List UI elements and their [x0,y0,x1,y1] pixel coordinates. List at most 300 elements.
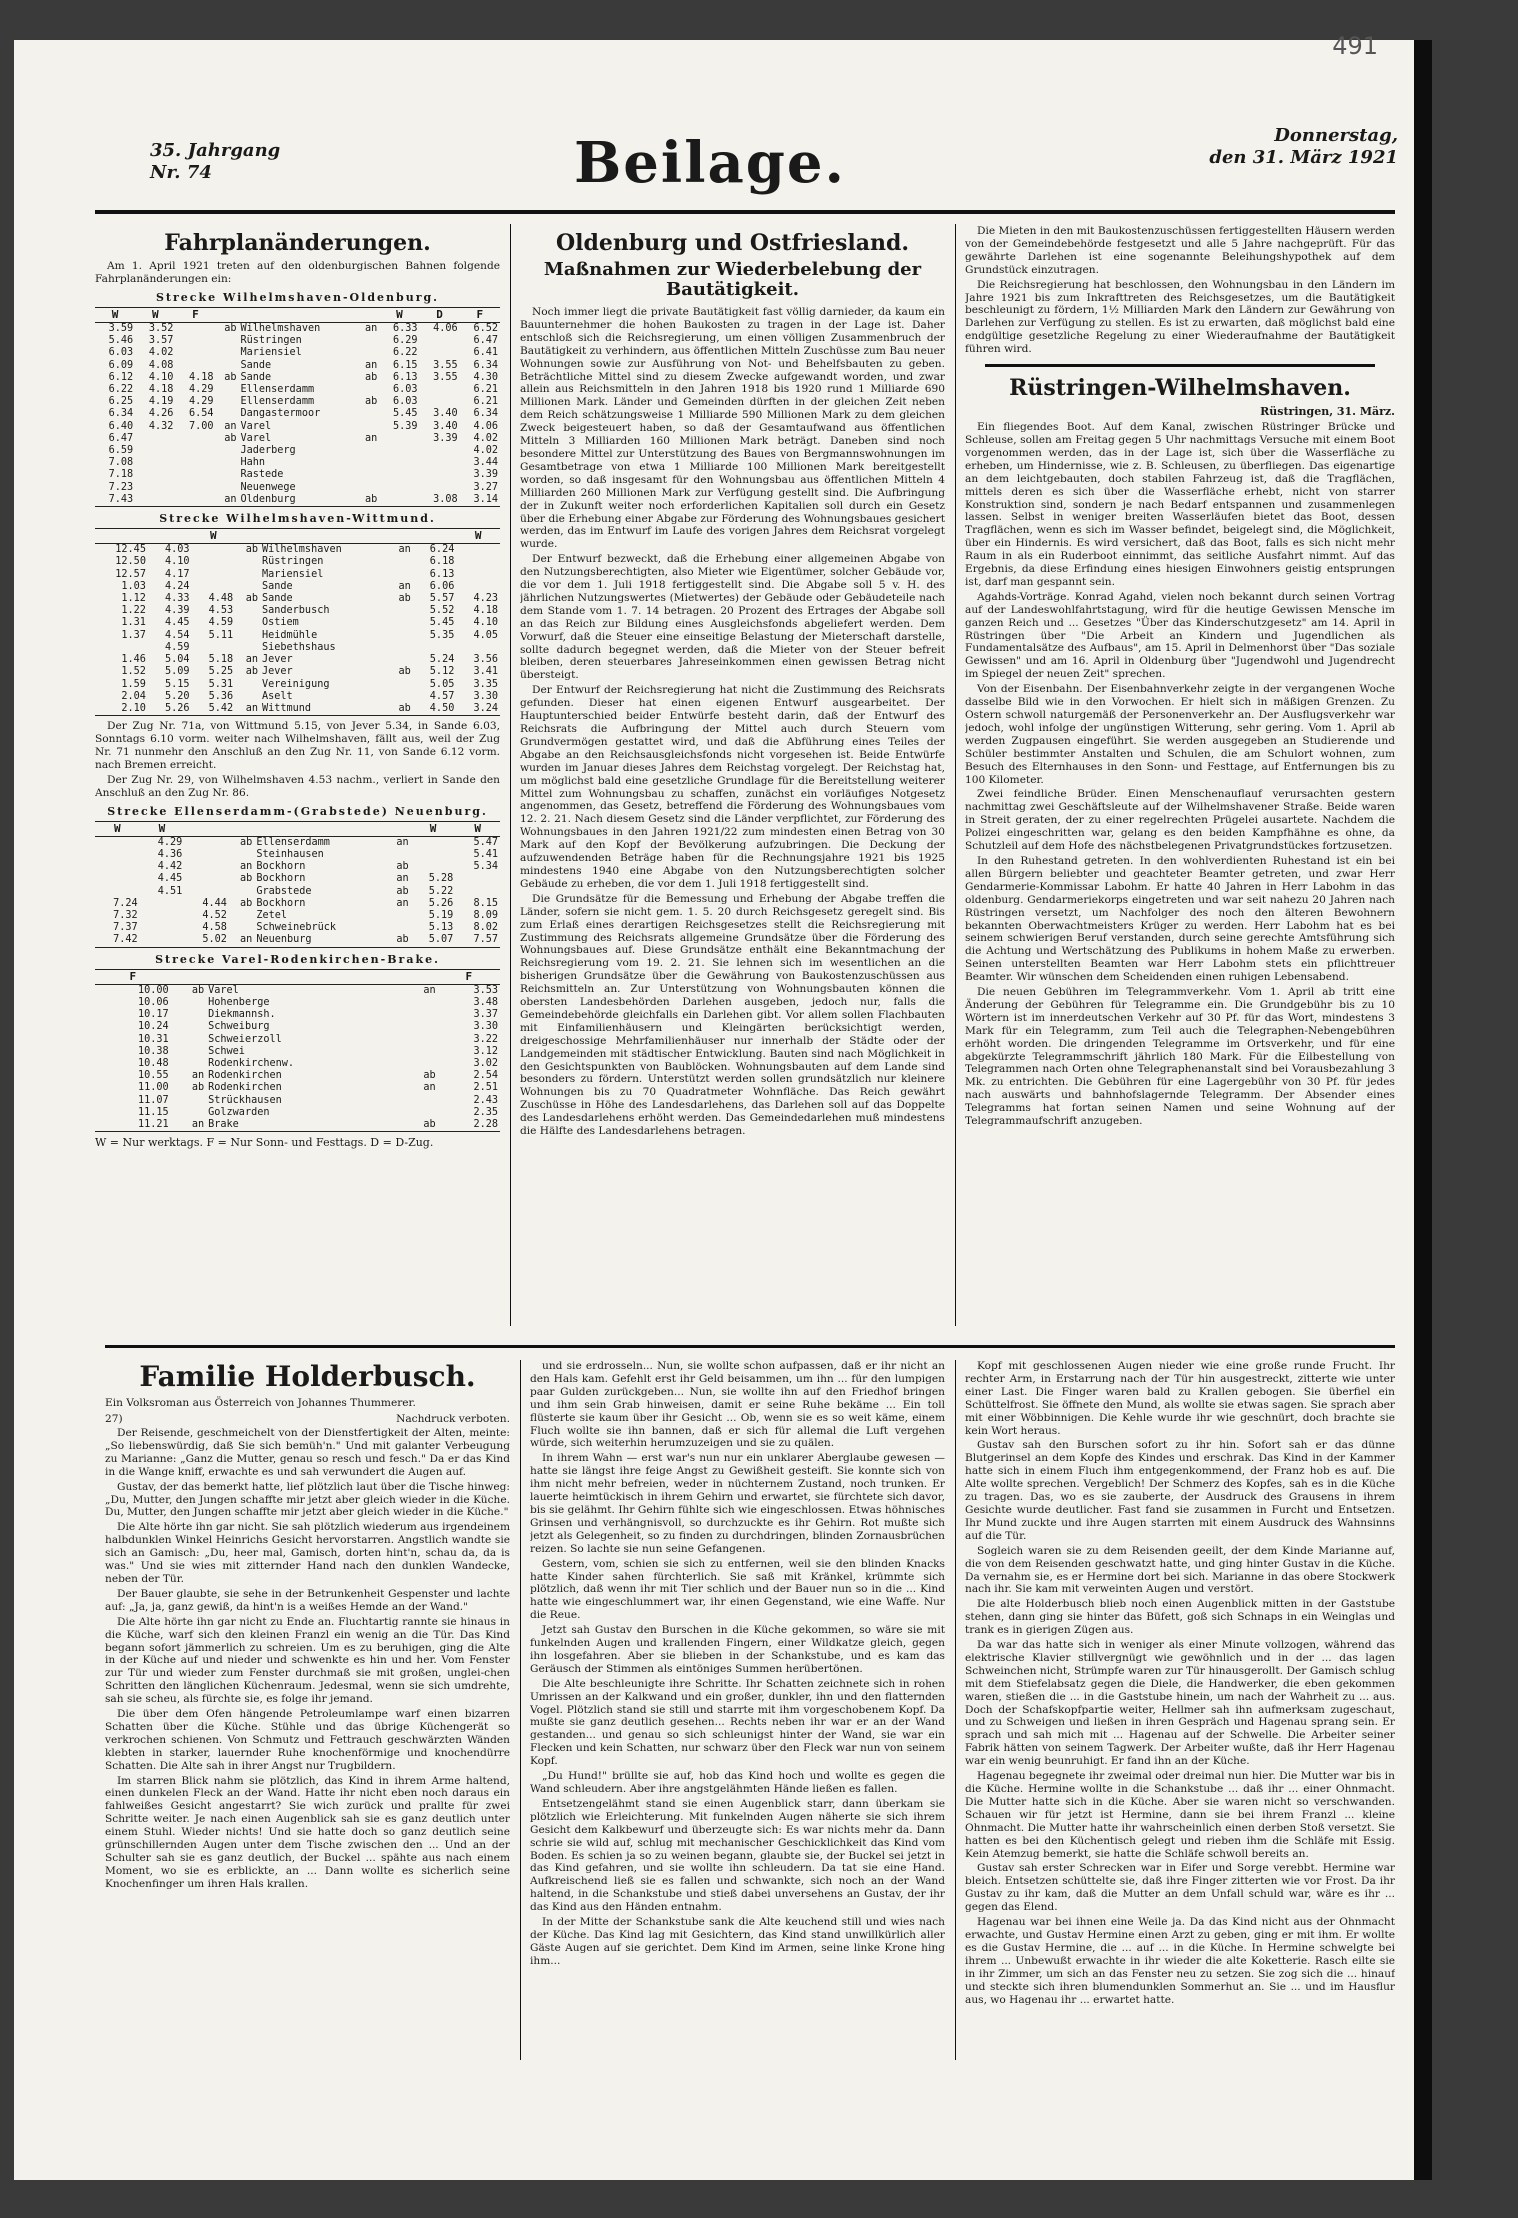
paragraph: „Du Hund!" brüllte sie auf, hob das Kind hoch und wollte es gegen die Wand schleudern. Aber ihre angstgelähmten Hände ließen es fallen. [530,1770,945,1795]
timetable-cell: 5.45 [429,617,455,629]
timetable-cell [456,581,500,593]
ruestringen-heading: Rüstringen-Wilhelmshaven. [1009,375,1351,402]
timetable-cell: an [240,934,253,946]
timetable-cell [184,886,229,898]
timetable-header-cell [148,529,192,544]
timetable-cell: Rodenkirchenw. [208,1058,295,1069]
oldenburg-article [520,306,945,1138]
timetable-cell: Rodenkirchen [208,1070,282,1082]
timetable-cell: 4.29 [189,384,214,396]
timetable-cell: Wilhelmshaven [262,544,342,556]
paragraph: Die Alte beschleunigte ihre Schritte. Ihr Schatten zeichnete sich in rohen Umrissen an der Kalkwand und ein großer, dunkler, ihn und den flatternden Vogel. Plötzlich stand sie still und starrte mit ihm vorgeschobenem Kopf. Da mußte sie ganz deutlich gesehen... Rechts neben ihr war er an der Wand gestanden... und genau so sich schleunigst hinter der Wand, sie war ein Flecken und kein Schatten, nur schwarz über den Fleck war nun von seinem Kopf. [530,1677,945,1768]
timetable-row [95,997,500,1009]
timetable-cell [420,396,460,408]
timetable-cell [95,861,140,873]
paragraph: Im starren Blick nahm sie plötzlich, das Kind in ihrem Arme haltend, einen dunkelen Fleck an der Wand. Hatte ihr nicht eben noch daraus ein fahlweißes Gesicht angestarrt? Sie wich zurück und prallte für zwei Schritte weiter. Je nach einen Augenblick sah sie es ganz deutlich unter einem Stuhl. Wieder nichts! Und sie hatte doch so ganz deutlich seine grünschillernden Augen unter dem Tische zwischen den ... Und an der Schulter sah sie es ganz deutlich, der Buckel ... spähte aus nach einem Moment, wo sie es erblickte, an ... Dann wollte es sicherlich seine Knochenfinger um ihren Hals krallen. [105,1774,510,1890]
timetable-cell [135,482,175,494]
timetable-cell: 1.46 [121,654,146,666]
timetable-cell: Rüstringen [262,556,324,568]
timetable-cell: Sande [262,593,293,605]
ruestringen-news [965,421,1395,1128]
timetable-cell: Aselt [262,690,293,702]
timetable-cell: ab [365,371,378,383]
column-divider [510,224,511,1326]
timetable-cell [171,1107,207,1119]
timetable-cell: Bockhorn [256,873,306,885]
timetable-cell: Sande [240,359,272,371]
timetable-cell: Heidmühle [262,629,318,641]
timetable-cell: 3.27 [473,481,498,493]
timetable-cell [235,556,260,568]
timetable-cell: Wittmund [262,702,312,714]
timetable-cell: 1.59 [121,678,146,690]
timetable-row [95,1082,500,1094]
timetable-cell: Hohenberge [208,996,270,1008]
timetable-cell: 5.39 [392,420,418,432]
timetable-cell: 4.33 [165,593,190,605]
timetable-cell [95,642,148,654]
timetable-cell [420,457,460,469]
timetable-cell: Schweinebrück [256,922,337,934]
timetable-cell: ab [365,493,378,505]
paragraph: Gustav sah erster Schrecken war in Eifer und Sorge verebbt. Hermine war bleich. Entsetzen schüttelte sie, daß ihre Finger zitterten wie vor Frost. Da ihr Gustav zu ihr kam, daß die Mutter an dem Unfall schuld war, wäre es ihr ... gegen das Elend. [965,1862,1395,1914]
timetable-cell: Neuenburg [256,934,312,946]
timetable-cell: 6.34 [473,359,498,371]
timetable-header-cell: W [140,822,185,837]
timetable-cell: 4.17 [165,568,190,580]
timetable-cell [175,335,215,347]
timetable-cell: 5.13 [428,922,454,934]
timetable-row [95,910,500,922]
timetable-row [95,679,500,691]
timetable-cell [379,482,419,494]
timetable-cell [95,849,140,861]
timetable-cell: 6.21 [473,384,498,396]
timetable-cell: Wilhelmshaven [240,323,321,335]
timetable-cell: 4.59 [208,617,234,629]
timetable-row [95,1021,500,1033]
timetable-cell: 5.34 [473,861,498,873]
timetable-cell [235,605,260,617]
timetable-cell: 11.21 [137,1119,169,1131]
timetable-cell [175,457,215,469]
timetable-cell: 5.15 [165,678,190,690]
timetable-cell: 3.40 [433,420,458,432]
timetable-row [95,630,500,642]
timetable-sections [95,291,500,1132]
timetable-cell: 6.13 [392,371,418,383]
timetable-header-cell: W [95,822,140,837]
timetable-cell: 5.45 [392,408,418,420]
paragraph: Der Reisende, geschmeichelt von der Dienstfertigkeit der Alten, meinte: „So liebenswürdig, daß Sie sich bemüh'n." Und mit galanter Verbeugung zu Marianne: „Ganz die Mutter, genau so resch und fesch." Da er das Kind in die Wange kniff, erwachte es und sah verwundert die Augen auf. [105,1427,510,1478]
rights-note: Nachdruck verboten. [396,1413,510,1425]
timetable-cell [388,630,413,642]
timetable-header-cell [388,529,413,544]
timetable-cell: 4.10 [148,371,174,383]
timetable-cell: 5.24 [429,654,455,666]
timetable-cell [175,482,215,494]
timetable-cell: 3.55 [433,359,458,371]
timetable-cell [420,469,460,481]
timetable-cell: 5.02 [202,934,227,946]
timetable-cell [456,569,500,581]
paragraph: In der Mitte der Schankstube sank die Alte keuchend still und wies nach der Küche. Das Kind lag mit Gesichtern, das Kind stand unwillkürlich aller Gäste Augen auf sie gerichtet. Dem Kind im Armen, seine linke Krone hing ihm... [530,1916,945,1967]
timetable-cell: 7.43 [108,493,134,505]
timetable-cell [95,836,140,849]
timetable-cell: 4.44 [202,897,227,909]
timetable-cell: 4.29 [189,396,214,408]
timetable-cell: 4.06 [433,323,458,335]
timetable-cell [455,873,500,885]
timetable-cell: 1.52 [121,666,146,678]
timetable-cell: 5.35 [429,629,455,641]
timetable-cell: 3.56 [473,654,498,666]
timetable-cell: ab [398,593,411,605]
timetable-header-cell [229,822,254,837]
timetable-cell [235,679,260,691]
timetable-cell: 6.18 [429,556,455,568]
timetable-cell: 7.42 [113,934,138,946]
timetable-cell: 3.14 [473,493,498,505]
oldenburg-subheading: Maßnahmen zur Wiederbelebung der Bautätigkeit. [543,259,922,300]
timetable-cell: 8.15 [473,897,498,909]
timetable-cell: 5.57 [429,593,455,605]
timetable-cell: 6.09 [108,359,134,371]
timetable-cell: 4.18 [189,371,214,383]
timetable-cell: 4.29 [157,836,183,848]
timetable-cell: 4.52 [202,909,227,921]
timetable-cell [402,1046,438,1058]
timetable-cell: 6.40 [108,420,134,432]
timetable-cell: 7.08 [108,457,134,469]
timetable-row [95,360,500,372]
timetable-cell: Schwei [208,1045,245,1057]
timetable-cell: 7.37 [113,922,138,934]
timetable-cell: 6.34 [108,408,134,420]
timetable-cell: 11.07 [137,1094,169,1106]
timetable-cell [235,581,260,593]
timetable-cell: Diekmannsh. [208,1009,276,1021]
timetable-cell: 4.05 [473,629,498,641]
timetable-cell: Bockhorn [256,897,306,909]
timetable-cell [216,347,239,359]
timetable-cell [216,408,239,420]
timetable-cell: 10.55 [137,1070,169,1082]
timetable-cell: 4.39 [165,605,190,617]
timetable-cell [356,408,379,420]
timetable-cell [402,1095,438,1107]
timetable-cell [171,1034,207,1046]
timetable-header-cell: F [95,970,171,985]
timetable-cell: Ellenserdamm [240,396,315,408]
timetable-cell [379,445,419,457]
timetable-cell: 1.31 [121,617,146,629]
timetable-cell: 4.24 [165,580,190,592]
timetable-cell [216,482,239,494]
timetable-cell: 6.03 [392,384,418,396]
timetable-cell [95,886,140,898]
timetable-cell: an [398,544,411,556]
timetable-cell: 7.32 [113,909,138,921]
timetable-cell: 3.55 [433,371,458,383]
header-rule [95,210,1395,214]
timetable-cell: an [191,1070,205,1082]
timetable-header-cell [235,529,260,544]
timetable-cell [216,445,239,457]
timetable-legend: W = Nur werktags. F = Nur Sonn- und Festtags. D = D-Zug. [95,1136,434,1150]
timetable-cell: ab [224,371,237,383]
timetable-cell: 3.30 [473,1021,498,1033]
timetable-cell [402,1058,438,1070]
paragraph: Jetzt sah Gustav den Burschen in die Küche gekommen, so wäre sie mit funkelnden Augen und krallenden Fingern, einer Wildkatze gleich, gegen ihn losgefahren. Aber sie blieben in der Schankstube, und es kam das Geräusch der Stimmen als eintöniges Summen herübertönen. [530,1624,945,1675]
timetable-cell: Rüstringen [240,335,302,347]
timetable-cell [140,934,185,946]
timetable-row [95,934,500,946]
timetable-cell [379,494,419,506]
timetable-cell: ab [365,396,378,408]
timetable-cell: Dangastermoor [240,408,321,420]
timetable-cell: 11.15 [137,1106,169,1118]
timetable-cell: an [191,1119,205,1131]
paragraph: Agahds-Vorträge. Konrad Agahd, vielen noch bekannt durch seinen Vortrag auf der Landeswohlfahrtstagung, wird für die heutige Gewissen Mensche im ganzen Reich und ... Gesetzes "Über das Kinderschutzgesetz" am 14. April in Rüstringen über "Die Arbeit an Kindern und Jugendlichen als Fundamentalsätze des Aufbaus", am 15. April in Delmenhorst über "Das soziale Gewissen" und am 16. April in Oldenburg über "Jugendwohl und Jugendrecht im Spiegel der neuen Zeit" sprechen. [965,590,1395,681]
timetable-cell: Brake [208,1119,239,1131]
timetable-cell: 5.52 [429,605,455,617]
timetable-cell: 1.37 [121,629,146,641]
paragraph: In den Ruhestand getreten. In den wohlverdienten Ruhestand ist ein bei allen Bürgern beliebter und geachteter Beamter getreten, und zwar Herr Gendarmerie-Kommissar Labohm. Er hatte 40 Jahren in Herr Labohm in das oldenburg. Gendarmeriekorps eingetreten und war seit nahezu 20 Jahren nach Rüstringen versetzt, um Nachfolger des noch den älteren Bewohnern bekannten Oberwachtmeisters Krüger zu werden. Herr Labohm hat es bei seinem schwierigen Beruf verstanden, durch seine gerechte Amtsführung sich die Achtung und Wertschätzung des Publikums in hohem Maße zu erwerben. Seinen unterstellten Beamten war Herr Labohm stets ein pflichttreuer Beamter. Wir wünschen dem Scheidenden einen ruhigen Lebensabend. [965,854,1395,984]
timetable-header-cell [171,970,207,985]
paragraph: Hagenau war bei ihnen eine Weile ja. Da das Kind nicht aus der Ohnmacht erwachte, und Gustav Hermine einen Arzt zu geben, ging er mit ihm. Er wollte es die Gustav Hermine, die ... auf ... in die Küche. In Hermine schwelgte bei ihrem ... Unbewußt erwachte in ihr wieder die alte Koketterie. Rasch eilte sie in ihr Zimmer, um sich an das Fenster neu zu setzen. Sie zog sich die ... hinauf und steckte sich ihren blumendunklen Sommerhut an. Sie ... und im Hausflur aus, wo Hagenau ihr ... erwartet hatte. [965,1916,1395,2006]
paragraph: Der Entwurf der Reichsregierung hat nicht die Zustimmung des Reichsrats gefunden. Dieser hat einen eigenen Entwurf ausgearbeitet. Der Hauptunterschied beider Entwürfe besteht darin, daß der Entwurf des Reichsrats die Aufbringung der Mittel auch durch Steuern vom Grundvermögen gestattet wird, und daß die Abführung eines Teiles der Abgabe an den Reichsausgleichsfonds nicht vorgesehen ist. Beide Entwürfe wurden im Januar dieses Jahres dem Reichstag vorgelegt. Der Reichstag hat, um möglichst bald eine gesetzliche Grundlage für die Bereitstellung weiterer Mittel zum Wohnungsbau zu schaffen, zunächst ein vorläufiges Notgesetz angenommen, das Gesetz, betreffend die Förderung des Wohnungsbaues vom 12. 2. 21. Nach diesem Gesetz sind die Länder verpflichtet, zur Förderung des Wohnungsbaues in den Jahren 1921/22 zum mindesten einen Betrag von 30 Mark auf den Kopf der Bevölkerung aufzubringen. Die Deckung der aufzuwendenden Beträge haben für die Rechnungsjahre 1921 bis 1925 mindestens 1940 eine Abgabe von den Nutzungsberechtigten solcher Gebäude zu erheben, die vor dem 1. Juli 1918 fertiggestellt sind. [520,684,945,890]
timetable-cell [402,1107,438,1119]
timetable-section-title: Strecke Ellenserdamm-(Grabstede) Neuenburg. [107,804,488,818]
timetable-table-wrap [95,969,500,1133]
timetable-cell [356,335,379,347]
timetable-cell: 3.24 [473,702,498,714]
timetable-row [95,898,500,910]
timetable-cell: an [365,359,378,371]
timetable-cell: Siebethshaus [262,641,336,653]
timetable-cell [385,910,410,922]
timetable-cell: 3.39 [473,469,498,481]
timetable-table-wrap [95,821,500,948]
timetable-cell: an [396,836,409,848]
timetable-cell: ab [396,885,409,897]
timetable-cell: 4.58 [202,922,227,934]
timetable-cell: 6.47 [108,432,134,444]
timetable-cell [135,494,175,506]
timetable-cell: Rodenkirchen [208,1082,282,1094]
paragraph: Die Alte hörte ihn gar nicht. Sie sah plötzlich wiederum aus irgendeinem halbdunklen Winkel Heinrichs Gesicht hervorstarren. Angstlich wandte sie sich an Gamisch: „Du, heer mal, Gamisch, dorten hint'n, schau da, da is was." Und sie wies mit zitternder Hand nach den dunklen Wandecke, neben der Tür. [105,1521,510,1585]
paragraph: Da war das hatte sich in weniger als einer Minute vollzogen, während das elektrische Klavier stillvergnügt wie gewöhnlich und in der ... das lagen Schweinchen nicht, Strümpfe waren zur Tür hinausgerollt. Der Gamisch schlug mit dem Stiefelabsatz gegen die Diele, die Handwerker, die eben gekommen waren, stießen die ... in die Gaststube hinein, um nach der Wahrheit zu ... aus. Doch der Schafskopfpartie weiter, Hellmer sah ihn aufmerksam zugeschaut, und zu Schweigen und ließen in ihren Gespräch und Hagenau sprang sein. Er sprach und sah mich mit ... Hagenau auf der Schwelle. Die Arbeiter seiner Fabrik hätten von seinem Tagwerk. Der Arbeiter wußte, daß ihr Herr Hagenau war ein wenig beunruhigt. Er fand ihn an der Küche. [965,1639,1395,1768]
timetable-cell: 5.09 [165,666,190,678]
timetable-cell [216,360,239,372]
timetable-cell: 8.02 [473,922,498,934]
timetable-row [95,372,500,384]
timetable-cell [356,469,379,481]
novel-text [965,1360,1395,2006]
timetable-cell [388,642,413,654]
timetable-cell: 8.09 [473,909,498,921]
timetable-cell [456,642,500,654]
timetable-cell [388,617,413,629]
paragraph: Gustav, der das bemerkt hatte, lief plötzlich laut über die Tische hinweg: „Du, Mutter, den Jungen schaffte mir jetzt aber gleich wieder in die Küche. Du, Mutter, den Jungen schaffte mir jetzt aber gleich wieder in die Küche." [105,1480,510,1519]
timetable-cell: 5.11 [208,629,234,641]
timetable-cell: 10.06 [137,996,169,1008]
timetable-cell [192,642,236,654]
timetable-row [95,617,500,629]
timetable-header-row [95,529,500,544]
timetable-cell: 1.12 [121,593,146,605]
timetable-cell [356,445,379,457]
timetable-row [95,1095,500,1107]
timetable-cell: 1.03 [121,580,146,592]
timetable-row [95,494,500,506]
timetable-cell: 6.41 [473,347,498,359]
timetable-cell: 3.48 [473,996,498,1008]
timetable-header-cell: W [379,308,419,323]
timetable-cell [402,1009,438,1021]
timetable-cell: Schweierzoll [208,1033,282,1045]
paragraph: Die Reichsregierung hat beschlossen, den Wohnungsbau in den Ländern im Jahre 1921 bis zum Inkrafttreten des Reichsgesetzes, um die Bautätigkeit beschleunigt zu fördern, 1½ Milliarden Mark den Ländern zur Gewährung von Darlehen zur Verfügung zu stellen. Es ist zu erwarten, daß möglichst bald eine endgültige gesetzliche Regelung zu einer Wiederaufnahme der Bautätigkeit führen wird. [965,278,1395,356]
timetable-cell: 5.04 [165,654,190,666]
timetable-row [95,1046,500,1058]
timetable-cell [216,384,239,396]
timetable-cell: 6.34 [473,408,498,420]
chapter-number: 27) [105,1413,123,1425]
timetable-header-cell [238,308,356,323]
paragraph: Gustav sah den Burschen sofort zu ihr hin. Sofort sah er das dünne Blutgerinsel an dem Kopfe des Kindes und erschrak. Das Kind in der Kammer hatte sich in einem Fluch ihm entgegenkommend, der Franz hob es auf. Die Alte wollte sprechen. Vergeblich! Der Schmerz des Kopfes, sah es in die Küche zu tragen. Das, wo es sie zauberte, der Ausdruck des Grausens in ihrem Gesichte wurde deutlicher. Fast fand sie zusammen in Furcht und Entsetzen. Ihr Mund zuckte und ihre Augen starrten mit einem Ausdruck des Wahnsinns auf die Tür. [965,1439,1395,1542]
timetable-header-cell [216,308,239,323]
timetable-cell [95,873,140,885]
timetable-cell: 4.19 [148,396,174,408]
timetable-cell [175,433,215,445]
feuilleton-rule [105,1345,1395,1348]
timetable-cell [388,679,413,691]
timetable-cell: ab [224,323,237,335]
timetable-cell: ab [240,873,253,885]
paragraph: In ihrem Wahn — erst war's nun nur ein unklarer Aberglaube gewesen — hatte sie längst ihre feige Angst zu Gewißheit gesteift. Sie konnte sich von ihm nicht mehr befreien, weder in nüchternem Zustand, noch trunken. Er lauerte heimtückisch in ihrem Gehirn und erwartet, sie fürchtete sich davor, bis sie gelähmt. Ihr Gehirn fühlte sich wie eingeschlossen. Etwas höhnisches Grinsen und verhängnisvoll, so durchzuckte es ihr Gehirn. Rot mußte sich jetzt als Gelegenheit, so zu finden zu durchdringen, blinden Zornausbrüchen reizen. So lachte sie nun seine Gefangenen. [530,1452,945,1555]
timetable-cell [175,347,215,359]
timetable-cell: 6.22 [392,347,418,359]
timetable-cell: 6.33 [392,323,418,335]
paragraph: Ein fliegendes Boot. Auf dem Kanal, zwischen Rüstringer Brücke und Schleuse, sollen am Freitag gegen 5 Uhr nachmittags Versuche mit einem Boot vorgenommen werden, das in der Lage ist, sich über die Wasserfläche zu erheben, um Hindernisse, wie z. B. Schleusen, zu überfliegen. Das eigenartige an dem leichtgebauten, doch stabilen Fahrzeug ist, daß die Tragflächen, mittels deren es sich über die Wasserfläche erhebt, nicht von starrer Konstruktion sind, sondern je nach Bedarf entspannen und zusammenlegen lassen. Selbst in weniger breiten Wasserläufen bietet das Boot, dessen Tragflächen, wenn es sich im Wasser befindet, beigelegt sind, die Möglichkeit, über ein Hindernis. Es wird versichert, daß das Boot, falls es sich nicht mehr Raum in als ein Ruderboot einnimmt, das seitliche Ausfahrt nimmt. Auf das Ergebnis, da diese Erfindung eines hiesigen Einwohners geistig entsprungen ist, darf man gespannt sein. [965,421,1395,588]
timetable-cell: 12.50 [115,556,146,568]
timetable-cell: 4.10 [473,617,498,629]
timetable-header-cell [413,529,457,544]
timetable-cell: 12.57 [115,568,146,580]
timetable-row [95,569,500,581]
issue-date [1209,125,1398,169]
timetable-cell [388,654,413,666]
timetable-section-title: Strecke Wilhelmshaven-Wittmund. [159,512,436,526]
timetable-cell: Sande [240,371,272,383]
timetable-cell: 6.59 [108,445,134,457]
timetable-cell [171,1046,207,1058]
housing-article-continued [965,225,1395,356]
timetable-header-cell: W [455,822,500,837]
timetable-cell: 2.51 [473,1082,498,1094]
timetable-cell [411,849,456,861]
timetable-cell [411,861,456,873]
timetable-cell: 5.07 [428,934,454,946]
timetable-cell: 5.26 [428,897,454,909]
paragraph: Hagenau begegnete ihr zweimal oder dreimal nun hier. Die Mutter war bis in die Küche. Hermine wollte in die Schankstube ... daß ihr ... einer Ohnmacht. Die Mutter hatte sich in die Küche. Aber sie waren nicht so verschwanden. Schauen wir für jetzt ist Hermine, dann sie bei ihrem Franzl ... kleine Ohnmacht. Die Mutter hatte ihr wahrscheinlich einen derben Stoß versetzt. Sie hatten es bei den Küchentisch gelegt und rieben ihm die Schläfe mit Essig. Kein Atemzug bemerkt, sie hatte die Schläfe schwoll bereits an. [965,1770,1395,1860]
page-title: Beilage. [573,130,847,196]
timetable-cell: 5.28 [428,873,454,885]
timetable-cell: Jever [262,666,293,678]
timetable-cell [175,469,215,481]
timetable-cell [235,569,260,581]
timetable-cell: 6.21 [473,396,498,408]
timetable-cell: 3.08 [433,493,458,505]
timetable-cell [184,849,229,861]
timetable-cell: Zetel [256,909,287,921]
timetable-row [95,861,500,873]
timetable-cell: Varel [240,432,272,444]
timetable-cell [229,910,254,922]
novel-text [530,1360,945,1968]
paragraph: Die Grundsätze für die Bemessung und Erhebung der Abgabe treffen die Länder, sofern sie nicht gem. 1. 5. 20 durch Reichsgesetz geregelt sind. Bis zum Erlaß eines derartigen Reichsgesetzes stellt die Reichsregierung mit Zustimmung des Reichsrats allgemeine Grundsätze über die Förderung des Wohnungsbaues auf. Diese Grundsätze enthält eine Bekanntmachung der Reichsregierung vom 19. 2. 21. Sie lehnen sich im wesentlichen an die bisherigen Grundsätze über die Gewährung von Baukostenzuschüssen aus Reichsmitteln an. Zur Unterstützung von Wohnungsbauten können die obersten Landesbehörden Darlehen ausgeben, jedoch nur, falls die Gemeindebehörde gleichfalls ein Darlehen gibt. Vor allem sollen Flachbauten mit Einfamilienhäusern und Kleingärten berücksichtigt werden, dreigeschossige Mehrfamilienhäuser nur innerhalb der Städte oder der Landgemeinden mit städtischer Entwicklung. Bauten sind nach Möglichkeit in den Gesichtspunkten von Baublöcken. Wohnungsbauten auf dem Lande sind besonders zu fördern. Unterstützt werden sollen grundsätzlich nur kleinere Wohnungen bis zu 70 Quadratmeter Wohnfläche. Das Reich gewährt Zuschüsse in Höhe des Landesdarlehens, das Darlehen soll auf das Doppelte des Landesdarlehens erhöht werden. Das Gemeindedarlehen muß mindestens die Hälfte des Landesdarlehens betragen. [520,892,945,1138]
paragraph: Die alte Holderbusch blieb noch einen Augenblick mitten in der Gaststube stehen, dann ging sie hinter das Büfett, goß sich Schnaps in ein Weinglas und trank es in gierigen Zügen aus. [965,1598,1395,1637]
timetable-cell [235,691,260,703]
timetable-cell: ab [240,836,253,848]
timetable-cell: an [396,897,409,909]
timetable-cell [455,886,500,898]
paragraph: Die Mieten in den mit Baukostenzuschüssen fertiggestellten Häusern werden von der Gemeindebehörde festgesetzt und alle 5 Jahre nachgeprüft. Für das gewährte Darlehen ist eine sogenannte Beleihungshypothek auf dem Grundstück einzutragen. [965,225,1395,276]
timetable-header-cell: D [420,308,460,323]
timetable-cell [229,849,254,861]
timetable-cell: ab [245,593,258,605]
timetable-row [95,1119,500,1131]
timetable-cell [171,1058,207,1070]
page-edge-shadow [1414,40,1432,2180]
timetable-cell [175,323,215,336]
paragraph: Noch immer liegt die private Bautätigkeit fast völlig darnieder, da kaum ein Bauunternehmer die hohen Baukosten zu tragen in der Lage ist. Daher entschloß sich die Reichsregierung, um einen völligen Zusammenbruch der Bautätigkeit zu verhindern, aus öffentlichen Mitteln Zuschüsse zum Bau neuer Wohnungen sowie zur Ausführung von Not- und Behelfsbauten zu geben. Beträchtliche Mittel sind zu diesem Zwecke aufgewandt worden, und zwar allein aus Reichsmitteln in den Jahren 1918 bis 1920 rund 1 Milliarde 690 Millionen Mark. Länder und Gemeinden dürften in der gleichen Zeit neben dem Reich schätzungsweise 1 Milliarde 590 Millionen Mark zu dem gleichen Zweck beigesteuert haben, so daß der Gesamtaufwand aus öffentlichen Mitteln 3 Milliarden 160 Millionen Mark beträgt. Daneben sind noch besondere Mittel zur Unterstützung des Baues von Bergmannswohnungen im Gesamtbetrage von etwa 1 Milliarde 100 Millionen Mark bereitgestellt worden, so daß insgesamt für den Wohnungsbau aus öffentlichen Mitteln 4 Milliarden 260 Millionen Mark zur Verfügung gestellt sind. Die Aufbringung der in Zukunft weiter noch erforderlichen Kapitalien soll durch ein Gesetz über die Erhebung einer Abgabe zur Förderung des Wohnungsbaues gesichert werden, das im Entwurf im Laufe des vorigen Jahres dem Reichsrat vorgelegt wurde. [520,306,945,551]
novel-byline: Ein Volksroman aus Österreich von Johannes Thummerer. [105,1397,416,1409]
timetable-cell: 3.57 [148,335,174,347]
timetable-cell [413,642,457,654]
timetable-note-text: Der Zug Nr. 29, von Wilhelmshaven 4.53 nachm., verliert in Sande den Anschluß an den Zug Nr. 86. [95,773,500,799]
timetable-table [95,308,500,506]
timetable-cell: 2.04 [121,690,146,702]
timetable-cell: 4.32 [148,420,174,432]
timetable-row [95,396,500,408]
timetable-row [95,654,500,666]
timetable-cell: 5.31 [208,678,234,690]
timetable-cell: an [245,702,258,714]
timetable-cell [235,630,260,642]
timetable-header-cell [206,970,402,985]
timetable-row [95,703,500,715]
timetable-cell: 5.47 [473,836,498,848]
timetable-row [95,836,500,849]
timetable-cell [175,445,215,457]
timetable-table-wrap [95,528,500,716]
timetable-row [95,691,500,703]
timetable-cell [379,457,419,469]
timetable-section-title: Strecke Wilhelmshaven-Oldenburg. [155,290,440,304]
timetable-cell [140,910,185,922]
timetable-cell [456,544,500,557]
timetable-cell: ab [398,666,411,678]
column-divider [520,1360,521,2060]
timetable-cell: 10.48 [137,1058,169,1069]
timetable-row [95,408,500,420]
timetable-cell: 5.12 [429,666,455,678]
timetable-cell [411,836,456,849]
novel-text [105,1427,510,1891]
paragraph: Der Bauer glaubte, sie sehe in der Betrunkenheit Gespenster und lachte auf: „Ja, ja, ganz gewiß, da hint'n is a weißes Hemde an der Wand." [105,1587,510,1613]
